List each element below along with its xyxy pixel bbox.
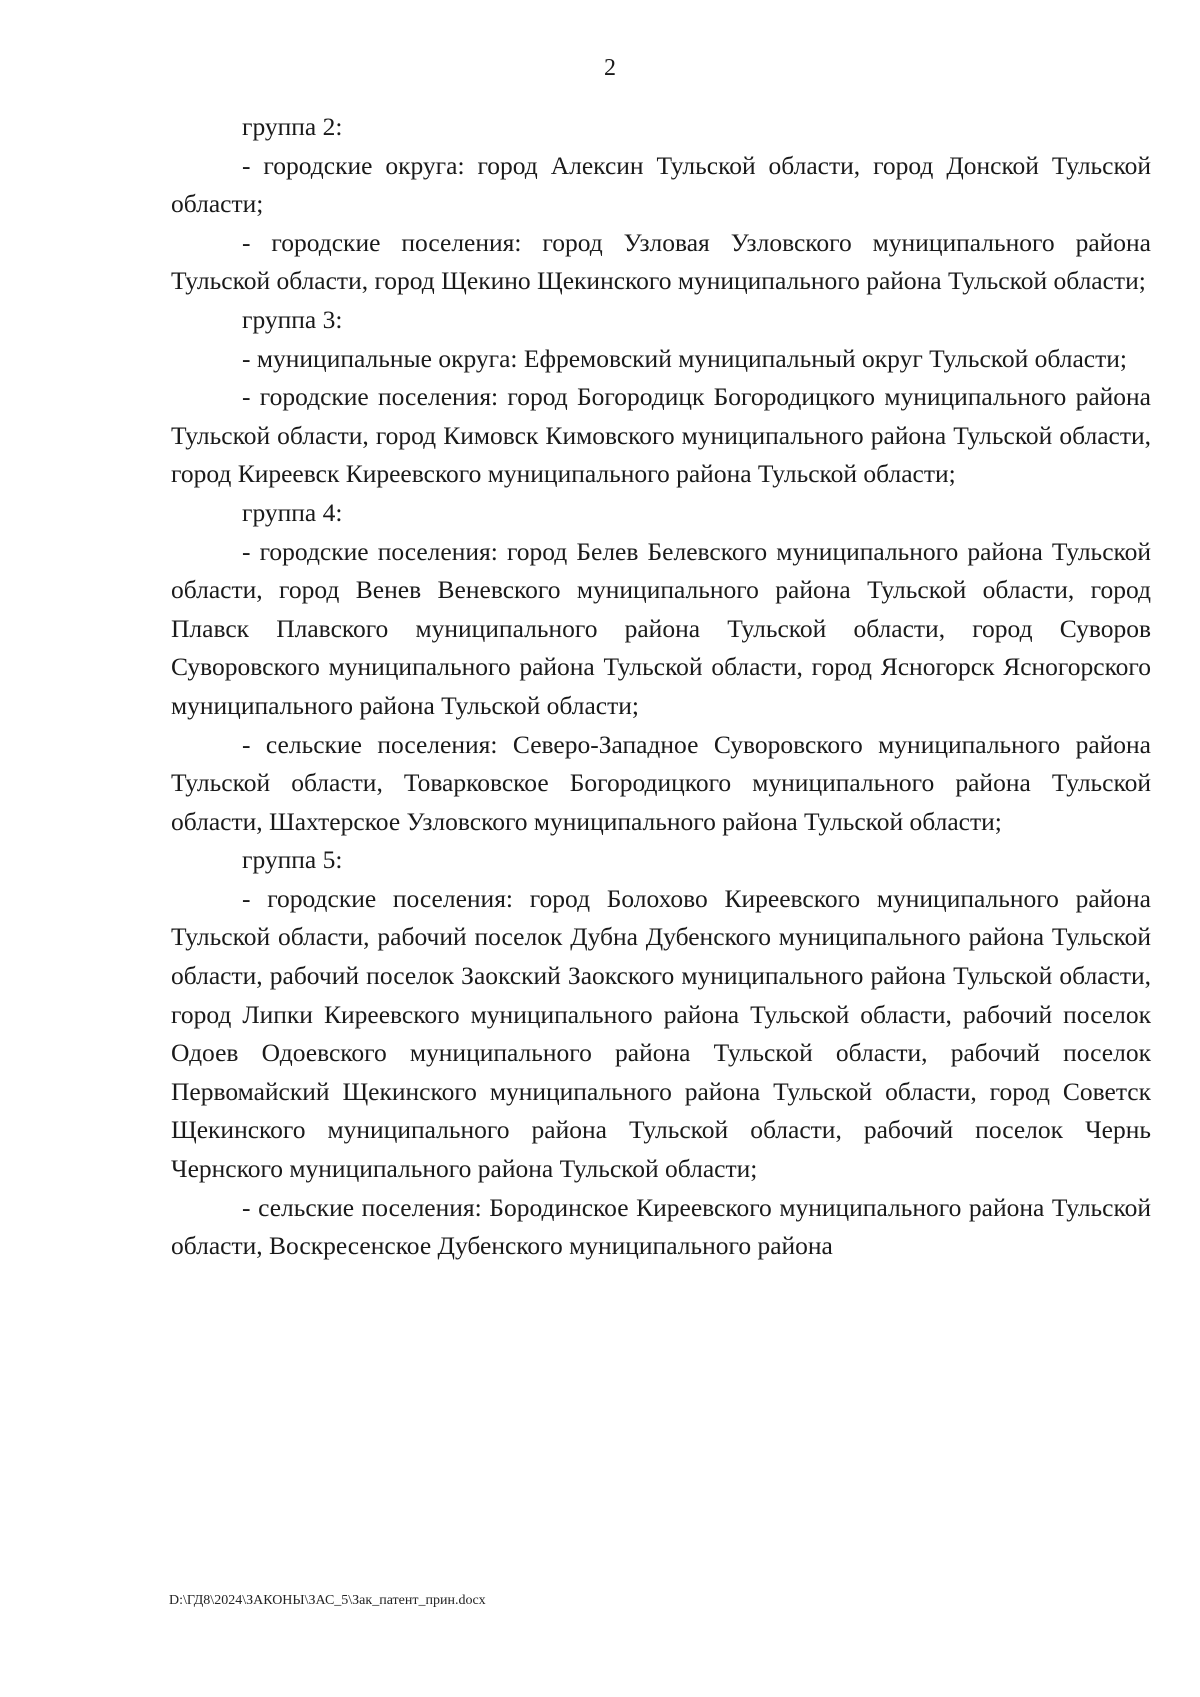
group-4-urban-settlements: - городские поселения: город Белев Белевского муниципального района Тульской области, город Венев Веневского муниципального района Тульской области, город Плавск Плавского муниципального района Тульской области, город Суворов Суворовского муниципального района Тульской области, город Ясногорск Ясногорского муниципального района Тульской области; xyxy=(171,536,1151,720)
group-3-heading: группа 3: xyxy=(242,304,343,334)
group-2-urban-districts: - городские округа: город Алексин Тульской области, город Донской Тульской области; xyxy=(171,150,1151,219)
group-5-urban-settlements: - городские поселения: город Болохово Киреевского муниципального района Тульской области, рабочий поселок Дубна Дубенского муниципального района Тульской области, рабочий поселок Заокский Заокского муниципального района Тульской области, город Липки Киреевского муниципального района Тульской области, рабочий поселок Одоев Одоевского муниципального района Тульской области, рабочий поселок Первомайский Щекинского муниципального района Тульской области, город Советск Щекинского муниципального района Тульской области, рабочий поселок Чернь Чернского муниципального района Тульской области; xyxy=(171,883,1151,1184)
group-5-heading: группа 5: xyxy=(242,845,343,875)
group-4-heading: группа 4: xyxy=(242,497,343,527)
document-body xyxy=(171,108,1151,1266)
group-2-heading: группа 2: xyxy=(242,112,343,141)
page-number: 2 xyxy=(604,55,616,81)
group-4-rural-settlements: - сельские поселения: Северо-Западное Суворовского муниципального района Тульской области, Товарковское Богородицкого муниципального района Тульской области, Шахтерское Узловского муниципального района Тульской области; xyxy=(171,729,1151,836)
group-3-urban-settlements: - городские поселения: город Богородицк Богородицкого муниципального района Тульской области, город Кимовск Кимовского муниципального района Тульской области, город Киреевск Киреевского муниципального района Тульской области; xyxy=(171,382,1151,489)
group-3-municipal-districts: - муниципальные округа: Ефремовский муниципальный округ Тульской области; xyxy=(242,343,1127,373)
file-path-footer: D:\ГД8\2024\ЗАКОНЫ\ЗАС_5\Зак_патент_прин.docx xyxy=(169,1593,486,1608)
group-2-urban-settlements: - городские поселения: город Узловая Узловского муниципального района Тульской области, город Щекино Щекинского муниципального района Тульской области; xyxy=(171,227,1151,296)
group-5-rural-settlements: - сельские поселения: Бородинское Киреевского муниципального района Тульской области, Воскресенское Дубенского муниципального района xyxy=(171,1192,1151,1261)
